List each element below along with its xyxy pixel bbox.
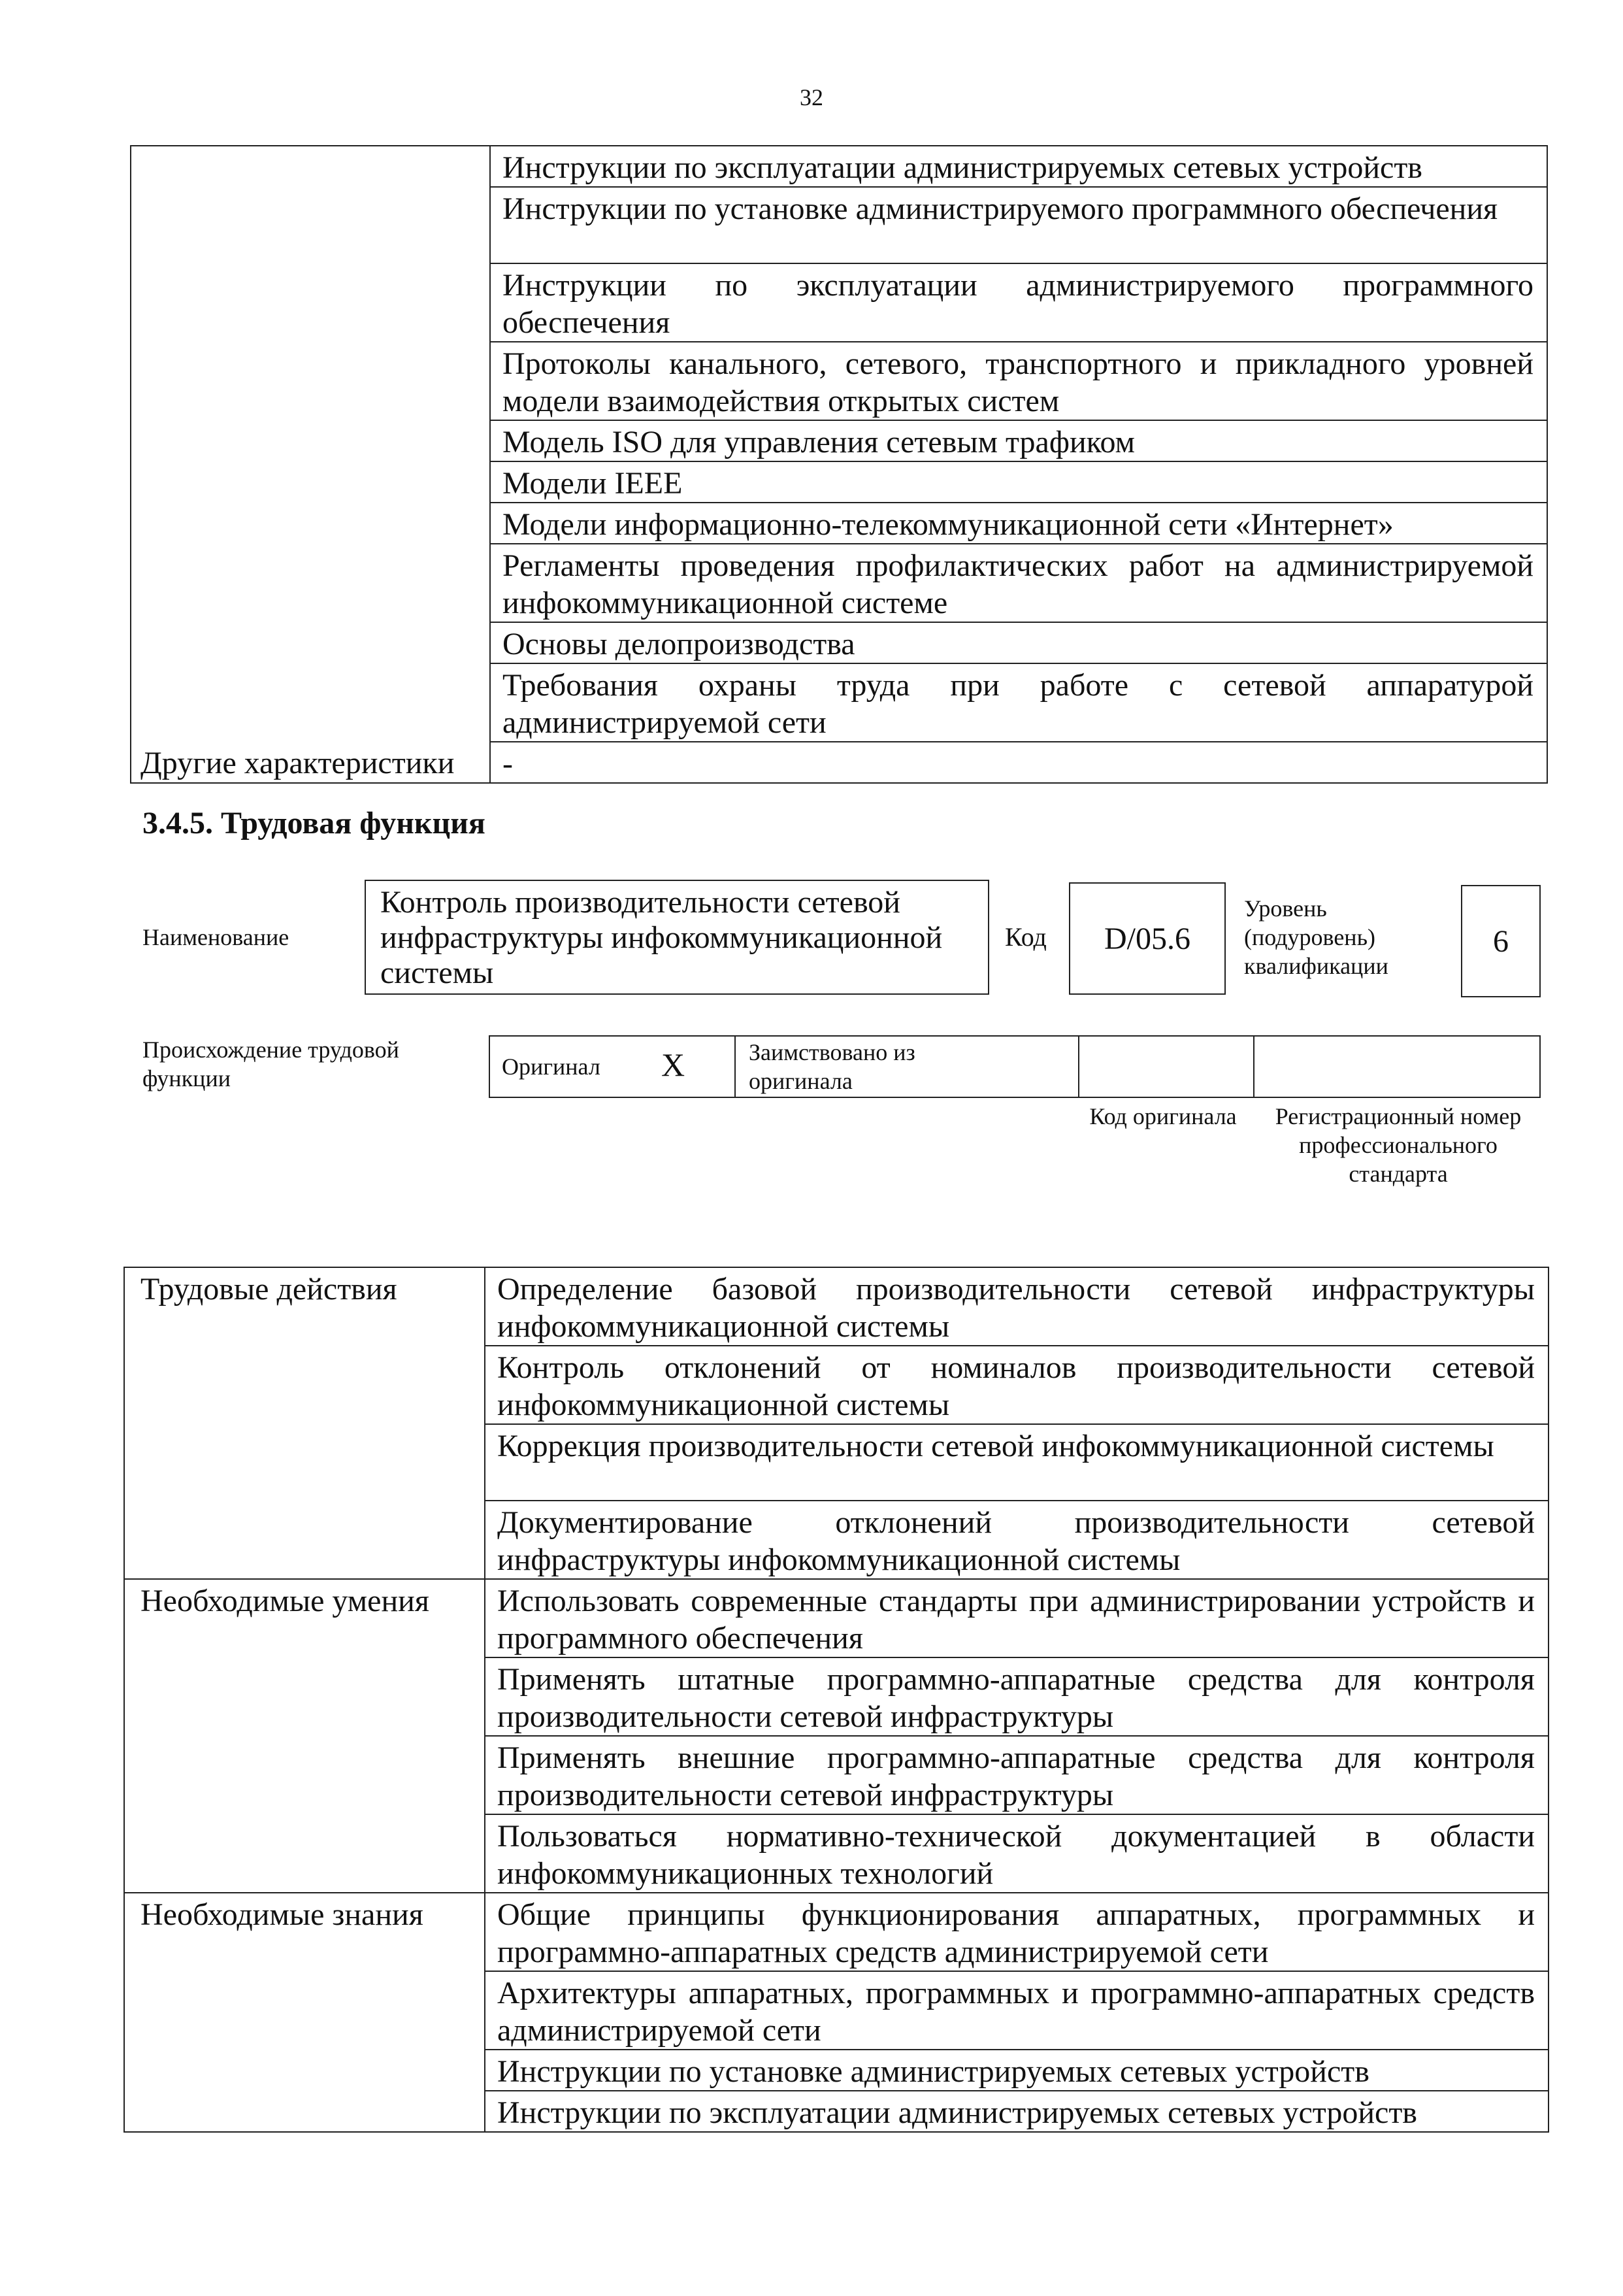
table-row: Применять штатные программно-аппаратные средства для контроля производительности сетевой инфраструктуры [485,1657,1549,1736]
code-value: D/05.6 [1104,921,1190,956]
origin-label: Происхождение трудовой функции [142,1037,399,1091]
empty-label-cell [131,146,490,742]
table-row: Инструкции по эксплуатации администрируемых сетевых устройств [485,2091,1549,2132]
borrowed-label: Заимствовано из оригинала [749,1039,915,1094]
divider [1078,1037,1079,1097]
table-row: Регламенты проведения профилактических работ на администрируемой инфокоммуникационной системе [490,544,1547,622]
table-row: Применять внешние программно-аппаратные средства для контроля производительности сетевой инфраструктуры [485,1736,1549,1814]
original-label: Оригинал [502,1054,600,1080]
table-row: Контроль отклонений от номиналов производительности сетевой инфокоммуникационной системы [485,1346,1549,1424]
table-row: Модель ISO для управления сетевым трафиком [490,420,1547,461]
level-label: Уровень (подуровень) квалификации [1244,895,1388,979]
section-label: Необходимые умения [124,1579,485,1893]
registration-number-caption: Регистрационный номер профессионального стандарта [1275,1103,1522,1187]
table-row: Использовать современные стандарты при администрировании устройств и программного обеспечения [485,1579,1549,1657]
other-characteristics-value: - [490,742,1547,783]
divider [734,1037,736,1097]
table-row: Документирование отклонений производительности сетевой инфраструктуры инфокоммуникационной системы [485,1501,1549,1579]
knowledge-continuation-table [130,145,1548,784]
function-name: Контроль производительности сетевой инфраструктуры инфокоммуникационной системы [380,885,943,990]
original-mark: X [661,1046,685,1083]
divider [1253,1037,1254,1097]
origin-box [489,1035,1541,1098]
level-box [1461,885,1541,997]
other-characteristics-label: Другие характеристики [131,742,490,783]
table-row: Общие принципы функционирования аппаратных, программных и программно-аппаратных средств администрируемой сети [485,1893,1549,1971]
section-title: 3.4.5. Трудовая функция [142,806,485,840]
table-row: Модели IEEE [490,461,1547,503]
labor-function-table [123,1267,1549,2133]
name-label: Наименование [142,924,289,950]
table-row: Инструкции по установке администрируемого программного обеспечения [490,187,1547,263]
table-row: Коррекция производительности сетевой инфокоммуникационной системы [485,1424,1549,1501]
table-row: Основы делопроизводства [490,622,1547,663]
table-row: Инструкции по эксплуатации администрируемых сетевых устройств [490,146,1547,187]
table-row: Модели информационно-телекоммуникационной сети «Интернет» [490,503,1547,544]
page-number: 32 [800,84,823,110]
code-box [1069,882,1226,995]
table-row: Инструкции по эксплуатации администрируемого программного обеспечения [490,263,1547,342]
table-row: Инструкции по установке администрируемых сетевых устройств [485,2050,1549,2091]
table-row: Пользоваться нормативно-технической документацией в области инфокоммуникационных технологий [485,1814,1549,1893]
table-row: Определение базовой производительности сетевой инфраструктуры инфокоммуникационной системы [485,1267,1549,1346]
section-label: Необходимые знания [124,1893,485,2132]
table-row: Протоколы канального, сетевого, транспортного и прикладного уровней модели взаимодействия открытых систем [490,342,1547,420]
code-label: Код [1005,922,1047,952]
level-value: 6 [1493,923,1509,959]
table-row: Архитектуры аппаратных, программных и программно-аппаратных средств администрируемой сети [485,1971,1549,2050]
table-row: Требования охраны труда при работе с сетевой аппаратурой администрируемой сети [490,663,1547,742]
code-original-caption: Код оригинала [1089,1103,1237,1129]
name-box [365,880,989,995]
section-label: Трудовые действия [124,1267,485,1579]
